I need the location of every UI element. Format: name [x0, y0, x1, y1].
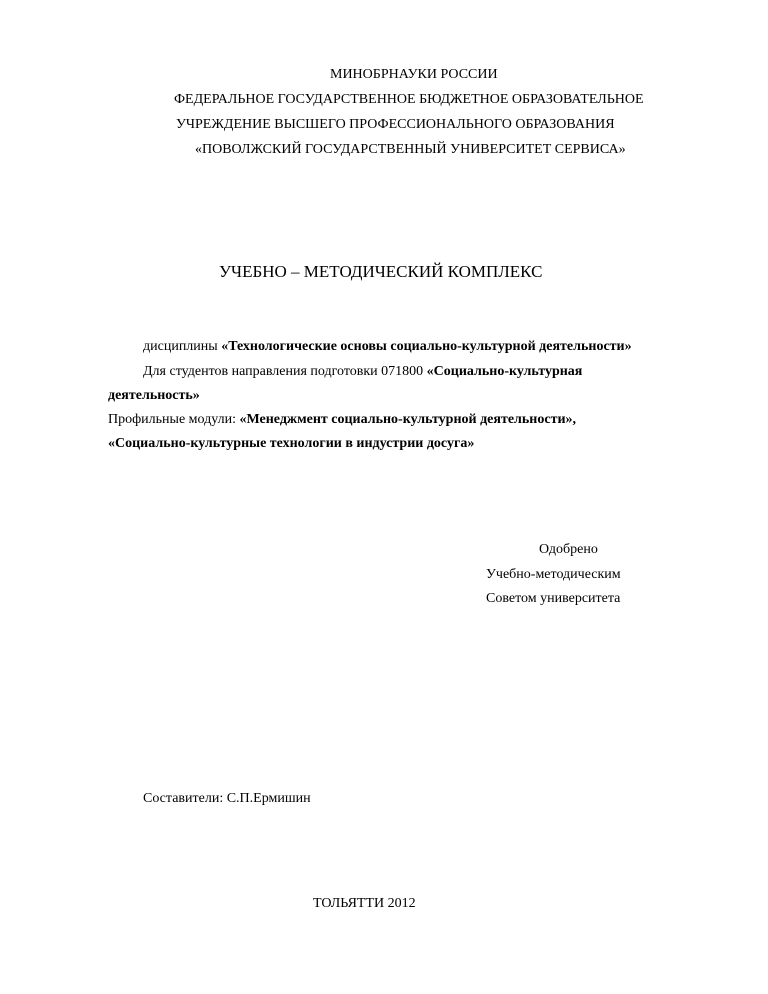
institution-line-2: УЧРЕЖДЕНИЕ ВЫСШЕГО ПРОФЕССИОНАЛЬНОГО ОБРАЗОВАНИЯ	[176, 117, 615, 132]
modules-line-1	[108, 411, 576, 429]
discipline-label: дисциплины	[143, 339, 222, 354]
direction-line-1	[143, 363, 582, 381]
approval-line-1: Одобрено	[539, 542, 598, 557]
module-1: «Менеджмент социально-культурной деятельности»,	[239, 412, 577, 427]
institution-line-3: «ПОВОЛЖСКИЙ ГОСУДАРСТВЕННЫЙ УНИВЕРСИТЕТ СЕРВИСА»	[195, 142, 626, 157]
discipline-line	[143, 338, 632, 356]
ministry-name: МИНОБРНАУКИ РОССИИ	[330, 67, 498, 82]
authors: Составители: С.П.Ермишин	[143, 791, 311, 806]
module-2: «Социально-культурные технологии в индустрии досуга»	[108, 436, 475, 451]
discipline-name: «Технологические основы социально-культурной деятельности»	[221, 339, 632, 354]
direction-name-part-1: «Социально-культурная	[426, 364, 583, 379]
city-year: ТОЛЬЯТТИ 2012	[313, 896, 416, 911]
modules-label: Профильные модули:	[108, 412, 240, 427]
direction-label: Для студентов направления подготовки 071800	[143, 364, 427, 379]
document-title: УЧЕБНО – МЕТОДИЧЕСКИЙ КОМПЛЕКС	[219, 262, 543, 281]
institution-line-1: ФЕДЕРАЛЬНОЕ ГОСУДАРСТВЕННОЕ БЮДЖЕТНОЕ ОБРАЗОВАТЕЛЬНОЕ	[174, 92, 644, 107]
approval-line-3: Советом университета	[486, 591, 621, 606]
direction-name-part-2: деятельность»	[108, 388, 200, 403]
approval-line-2: Учебно-методическим	[486, 567, 621, 582]
